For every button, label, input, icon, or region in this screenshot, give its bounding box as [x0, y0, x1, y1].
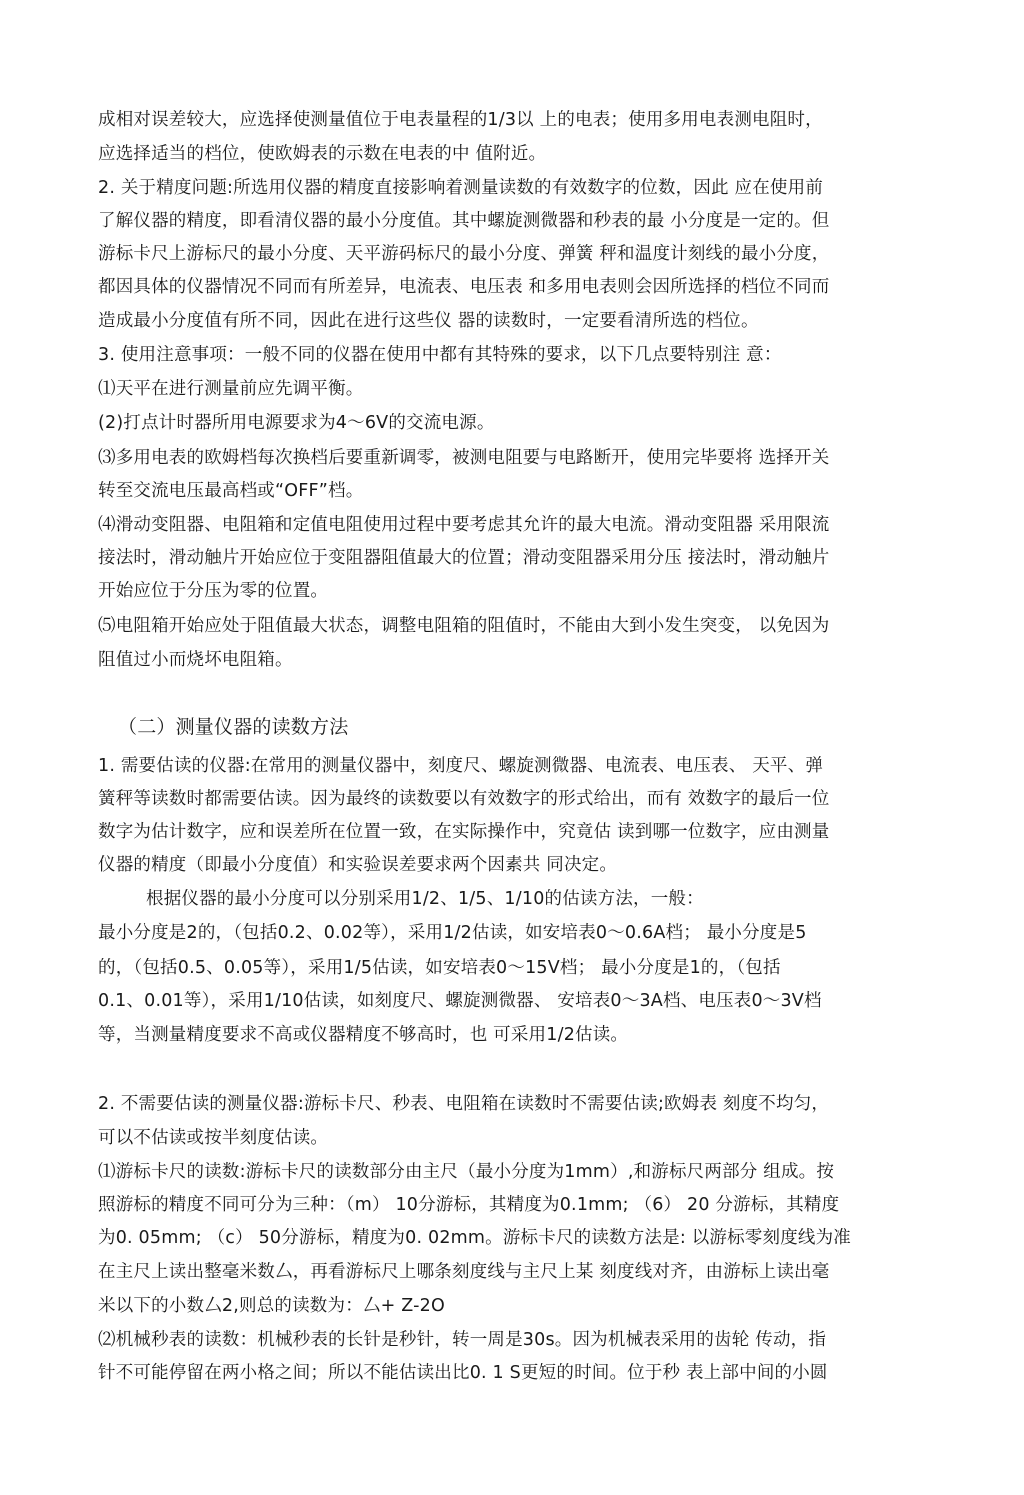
text-line: ⑶多用电表的欧姆档每次换档后要重新调零，被测电阻要与电路断开，使用完毕要将 选择开关: [98, 448, 830, 468]
text-line: 照游标的精度不同可分为三种：（m） 10分游标，其精度为0.1mm; （6） 20 分游标，其精度: [98, 1195, 840, 1215]
text-line: ⑸电阻箱开始应处于阻值最大状态，调整电阻箱的阻值时，不能由大到小发生突变， 以免因为: [98, 616, 830, 636]
text-line: 可以不估读或按半刻度估读。: [98, 1128, 329, 1148]
text-line: 仪器的精度（即最小分度值）和实验误差要求两个因素共 同决定。: [98, 855, 618, 875]
text-line: 米以下的小数厶2,则总的读数为：厶+ Z-2O: [98, 1296, 445, 1316]
text-line: 了解仪器的精度，即看清仪器的最小分度值。其中螺旋测微器和秒表的最 小分度是一定的。但: [98, 211, 830, 231]
text-line: ⑴游标卡尺的读数:游标卡尺的读数部分由主尺（最小分度为1mm）,和游标尺两部分 组成。按: [98, 1162, 835, 1182]
text-line: 针不可能停留在两小格之间；所以不能估读出比0. 1 S更短的时间。位于秒 表上部中间的小圆: [98, 1363, 828, 1383]
text-line: 造成最小分度值有所不同，因此在进行这些仪 器的读数时，一定要看清所选的档位。: [98, 311, 759, 331]
text-line: 根据仪器的最小分度可以分别采用1/2、1/5、1/10的估读方法，一般：: [146, 889, 704, 909]
text-line: 簧秤等读数时都需要估读。因为最终的读数要以有效数字的形式给出，而有 效数字的最后一位: [98, 789, 830, 809]
text-line: 阻值过小而烧坏电阻箱。: [98, 650, 293, 670]
text-line: 游标卡尺上游标尺的最小分度、天平游码标尺的最小分度、弹簧 秤和温度计刻线的最小分度，: [98, 244, 830, 264]
text-line: 成相对误差较大，应选择使测量值位于电表量程的1/3以 上的电表；使用多用电表测电阻时，: [98, 110, 823, 130]
text-line: 都因具体的仪器情况不同而有所差异，电流表、电压表 和多用电表则会因所选择的档位不同而: [98, 277, 830, 297]
text-line: 最小分度是2的，（包括0.2、0.02等），采用1/2估读，如安培表0～0.6A档； 最小分度是5: [98, 923, 807, 943]
text-line: ⑴天平在进行测量前应先调平衡。: [98, 379, 364, 399]
text-line: 开始应位于分压为零的位置。: [98, 581, 329, 601]
text-line: 0.1、0.01等），采用1/10估读，如刻度尺、螺旋测微器、 安培表0～3A档、电压表0～3V档: [98, 991, 822, 1011]
text-line: 在主尺上读出整毫米数厶，再看游标尺上哪条刻度线与主尺上某 刻度线对齐，由游标上读出毫: [98, 1262, 830, 1282]
text-line: 接法时，滑动触片开始应位于变阻器阻值最大的位置；滑动变阻器采用分压 接法时，滑动触片: [98, 548, 830, 568]
text-line: ⑵机械秒表的读数：机械秒表的长针是秒针，转一周是30s。因为机械表采用的齿轮 传动，指: [98, 1330, 827, 1350]
text-line: 等，当测量精度要求不高或仪器精度不够高时，也 可采用1/2估读。: [98, 1025, 629, 1045]
section-heading: （二）测量仪器的读数方法: [118, 716, 349, 738]
text-line: 为0. 05mm; （c） 50分游标，精度为0. 02mm。游标卡尺的读数方法是: 以游标零刻度线为准: [98, 1228, 852, 1248]
text-line: 1. 需要估读的仪器:在常用的测量仪器中，刻度尺、螺旋测微器、电流表、电压表、 天平、弹: [98, 756, 824, 776]
text-line: 的，（包括0.5、0.05等），采用1/5估读，如安培表0～15V档； 最小分度是1的，（包括: [98, 958, 781, 978]
text-line: 数字为估计数字，应和误差所在位置一致，在实际操作中，究竟估 读到哪一位数字，应由测量: [98, 822, 830, 842]
text-line: 转至交流电压最高档或“OFF”档。: [98, 481, 364, 501]
text-line: 2. 关于精度问题:所选用仪器的精度直接影响着测量读数的有效数字的位数，因此 应在使用前: [98, 178, 824, 198]
text-line: 3. 使用注意事项：一般不同的仪器在使用中都有其特殊的要求，以下几点要特别注 意：: [98, 345, 782, 365]
text-line: 2. 不需要估读的测量仪器:游标卡尺、秒表、电阻箱在读数时不需要估读;欧姆表 刻度不均匀，: [98, 1094, 830, 1114]
text-line: 应选择适当的档位，使欧姆表的示数在电表的中 值附近。: [98, 144, 547, 164]
text-line: ⑷滑动变阻器、电阻箱和定值电阻使用过程中要考虑其允许的最大电流。滑动变阻器 采用限流: [98, 515, 830, 535]
text-line: (2)打点计时器所用电源要求为4～6V的交流电源。: [98, 413, 495, 433]
